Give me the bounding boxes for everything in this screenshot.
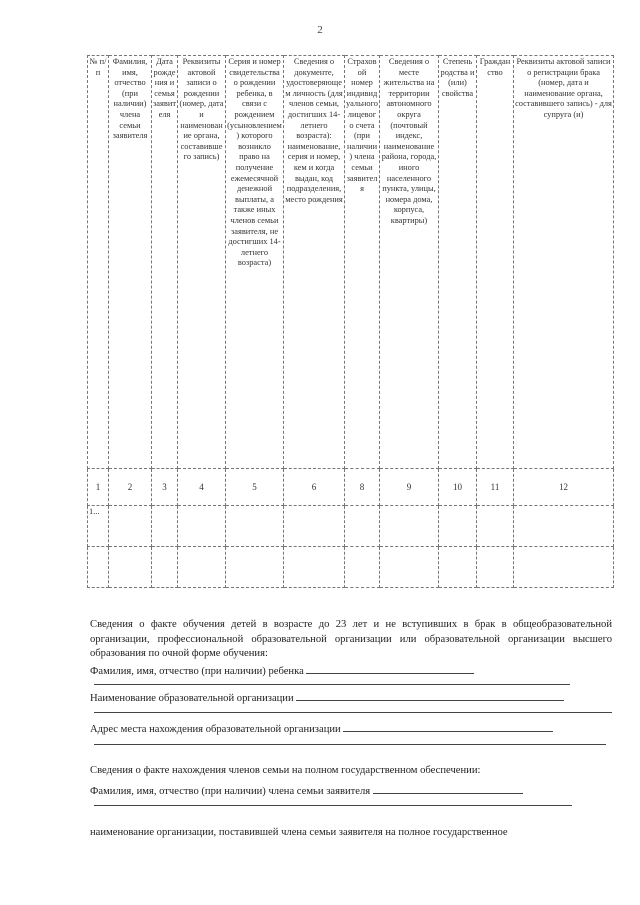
header-cell: Сведения о документе, удостоверяющем личность (для членов семьи, достигших 14-летнего возраста): наименование, серия и номер, кем и когда выдан, код подразделения, место рождения [284,56,345,469]
column-number-row [88,469,614,506]
org-address-field[interactable] [343,720,553,732]
header-cell: Реквизиты актовой записи о рождении (номер, дата и наименование органа, составившего запись) [178,56,226,469]
table-cell[interactable] [345,547,380,588]
page-number: 2 [317,24,323,36]
table-cell[interactable] [226,506,284,547]
child-name-line [90,662,612,680]
support-org-line [90,826,612,841]
column-number: 3 [152,469,178,506]
table-cell[interactable] [178,506,226,547]
table-cell[interactable] [380,506,439,547]
table-cell[interactable] [152,506,178,547]
header-cell: Фамилия, имя, отчество (при наличии) члена семьи заявителя [109,56,152,469]
table-cell[interactable] [178,547,226,588]
org-address-label: Адрес места нахождения образовательной организации [90,724,341,735]
header-cell: Серия и номер свидетельства о рождении ребенка, в связи с рождением (усыновлением) которого возникло право на получение ежемесячной денежной выплаты, а также иных членов семьи заявителя, не достигших 14-летнего возраста) [226,56,284,469]
header-cell: Страховой номер индивидуального лицевого счета (при наличии) члена семьи заявителя [345,56,380,469]
table-cell[interactable] [439,506,477,547]
member-name-line [90,782,612,800]
table-cell[interactable] [380,547,439,588]
column-number: 9 [380,469,439,506]
member-name-field-continuation[interactable] [94,805,572,806]
column-number: 12 [514,469,614,506]
support-org-label: наименование организации, поставившей члена семьи заявителя на полное государственное [90,827,508,838]
table-cell[interactable] [284,547,345,588]
table-cell[interactable] [226,547,284,588]
table-cell[interactable] [345,506,380,547]
table-cell[interactable] [477,506,514,547]
table-header-row [88,56,614,469]
org-address-field-continuation[interactable] [94,744,606,745]
header-cell: Сведения о месте жительства на территории автономного округа (почтовый индекс, наименование района, города, иного населенного пункта, улицы, номера дома, корпуса, квартиры) [380,56,439,469]
table-cell[interactable] [514,506,614,547]
column-number: 8 [345,469,380,506]
member-name-field[interactable] [373,782,523,794]
education-intro: Сведения о факте обучения детей в возрасте до 23 лет и не вступивших в брак в общеобразовательной организации, профессиональной образовательной организации или образовательной организации высшего образования по очной форме обучения: [90,619,612,660]
header-cell: Реквизиты актовой записи о регистрации брака (номер, дата и наименование органа, составившего запись) - для супруга (и) [514,56,614,469]
table-cell[interactable] [109,547,152,588]
column-number: 1 [88,469,109,506]
column-number: 2 [109,469,152,506]
column-number: 6 [284,469,345,506]
child-name-field-continuation[interactable] [94,684,570,685]
table-row [88,547,614,588]
column-number: 5 [226,469,284,506]
member-name-label: Фамилия, имя, отчество (при наличии) члена семьи заявителя [90,786,371,797]
header-cell: № п/п [88,56,109,469]
table-cell[interactable]: 1... [88,506,109,547]
table-cell[interactable] [439,547,477,588]
header-cell: Дата рождения и семья заявителя [152,56,178,469]
table-cell[interactable] [514,547,614,588]
org-name-line [90,689,612,707]
org-address-line [90,720,612,738]
child-name-field[interactable] [306,662,474,674]
table-cell[interactable] [477,547,514,588]
column-number: 10 [439,469,477,506]
header-cell: Степень родства и (или) свойства [439,56,477,469]
family-members-table [87,55,614,588]
table-cell[interactable] [284,506,345,547]
column-number: 11 [477,469,514,506]
header-cell: Гражданство [477,56,514,469]
org-name-field[interactable] [296,689,564,701]
table-row [88,506,614,547]
table-cell[interactable] [88,547,109,588]
child-name-label: Фамилия, имя, отчество (при наличии) ребенка [90,666,304,677]
org-name-field-continuation[interactable] [94,712,612,713]
table-cell[interactable] [109,506,152,547]
state-support-intro: Сведения о факте нахождения членов семьи на полном государственном обеспечении: [90,765,481,776]
org-name-label: Наименование образовательной организации [90,693,294,704]
column-number: 4 [178,469,226,506]
table-cell[interactable] [152,547,178,588]
